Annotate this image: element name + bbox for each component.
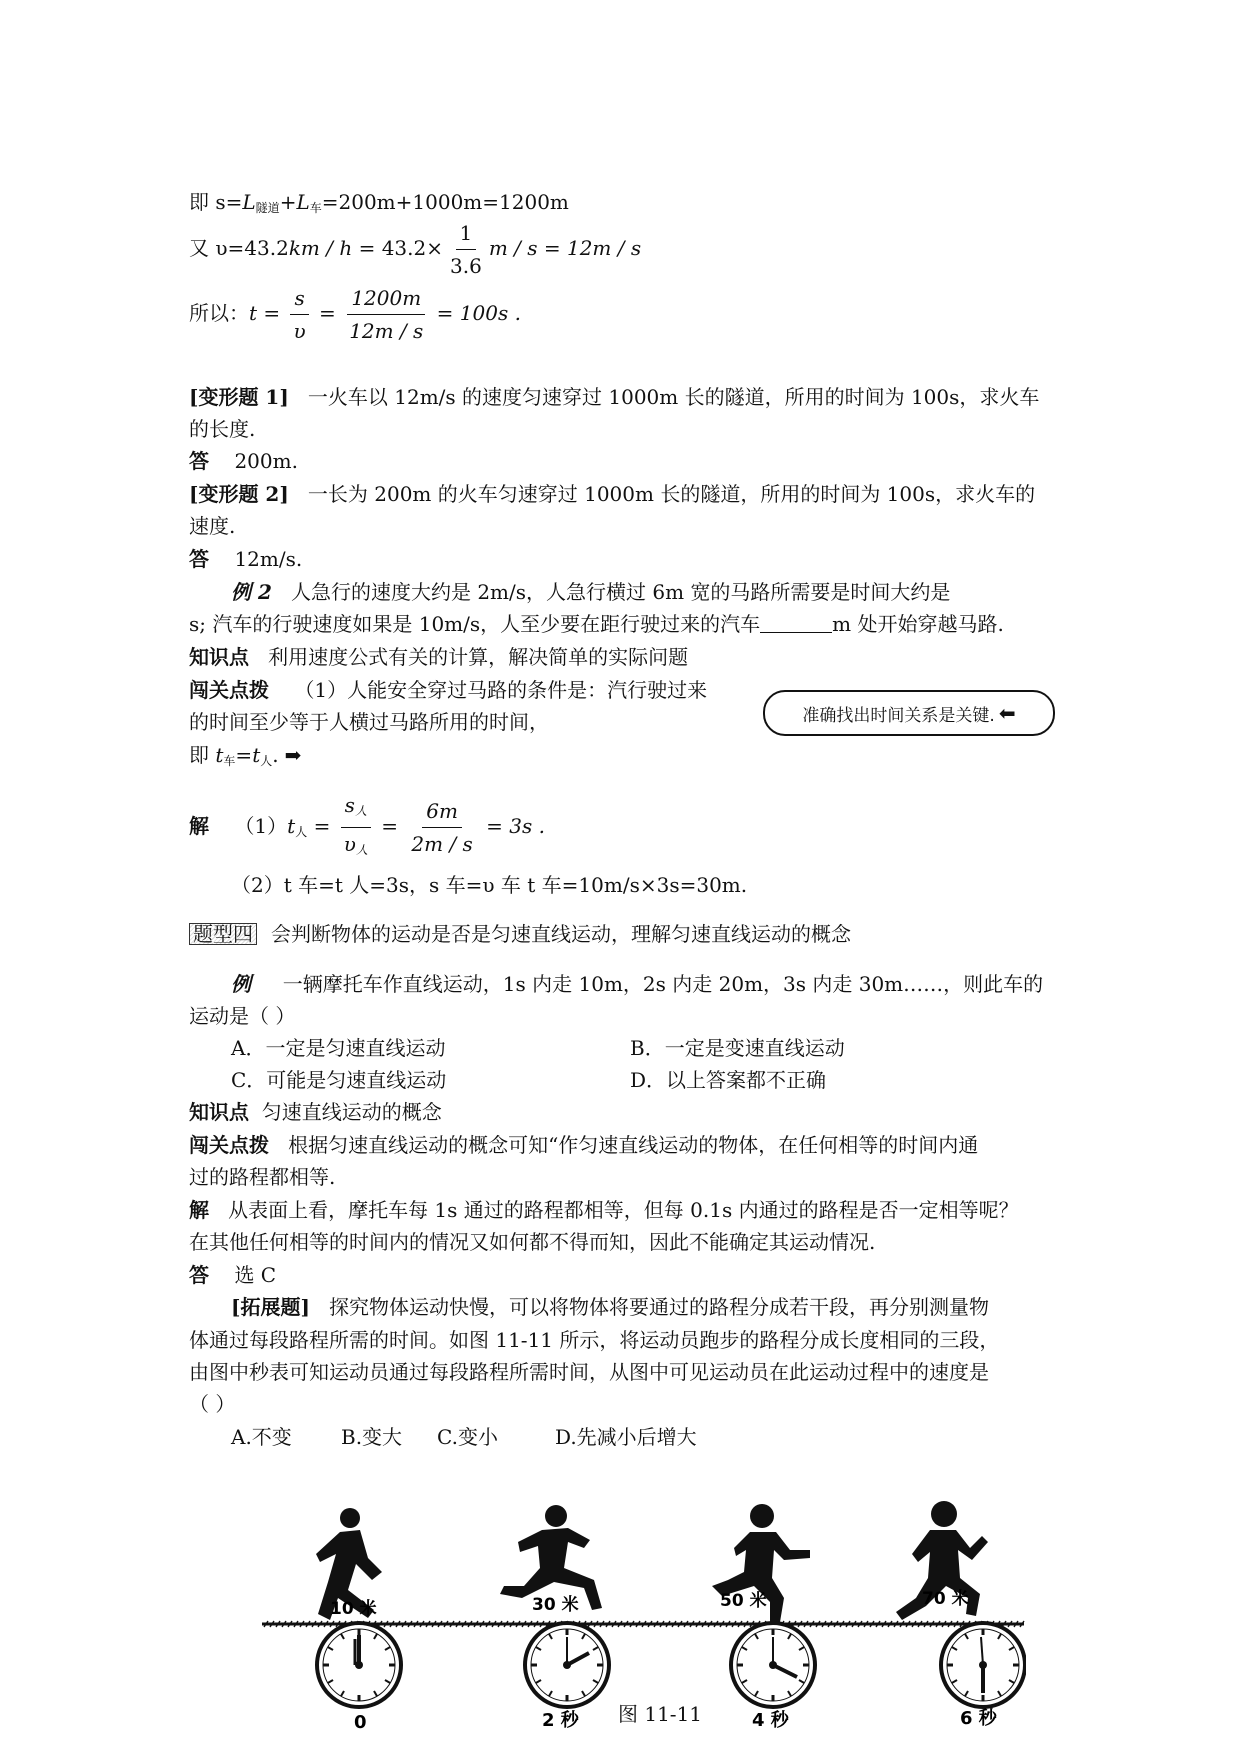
extension-line-c <box>189 1358 989 1386</box>
text: 利用速度公式有关的计算，解决简单的实际问题 <box>268 645 689 669</box>
text: 又 υ=43.2 <box>189 236 289 260</box>
text: . <box>272 743 279 767</box>
example2-line-a <box>231 578 950 606</box>
stopwatch-1-icon <box>317 1623 401 1707</box>
hint-label: 闯关点拨 <box>189 1133 269 1157</box>
var: t <box>287 814 296 838</box>
text: 运动是（ ） <box>189 1004 296 1028</box>
example3-answer <box>189 1261 276 1289</box>
subscript: 隧道 <box>255 201 280 215</box>
time-label-2: 2 秒 <box>542 1710 579 1730</box>
text: m / s = 12m / s <box>488 236 642 260</box>
text: m 处开始穿越马路. <box>832 612 1004 636</box>
example2-solution-1: 解 $(1)t_人$ = $\frac{s_人}{\upsilon_人}$ = $\frac{6m}{2m / s}$ = 3s . <box>189 792 545 863</box>
option-text: D.先减小后增大 <box>555 1425 697 1449</box>
text: + <box>279 190 297 214</box>
extension-line-a <box>231 1293 989 1321</box>
var: υ <box>343 832 356 856</box>
option-text: B.变大 <box>341 1425 403 1449</box>
ext-option-b[interactable] <box>341 1423 402 1451</box>
arrow-left-icon: ⬅ <box>998 701 1016 725</box>
answer-blank[interactable] <box>760 612 832 633</box>
text: （ ） <box>189 1392 236 1416</box>
knowledge-label: 知识点 <box>189 645 249 669</box>
example-label: 例 <box>231 972 251 996</box>
text: 匀速直线运动的概念 <box>261 1100 442 1124</box>
topic-badge: 题型四 <box>189 923 257 945</box>
text: 所以： <box>189 301 249 325</box>
text: 体通过每段路程所需的时间。如图 11-11 所示，将运动员跑步的路程分成长度相同的三段， <box>189 1328 1000 1352</box>
text: s; 汽车的行驶速度如果是 10m/s，人至少要在距行驶过来的汽车 <box>189 612 761 636</box>
denominator: υ <box>293 319 306 343</box>
option-text: A.不变 <box>231 1425 292 1449</box>
example3-line-b <box>189 1002 295 1030</box>
distance-label-3: 50 米 <box>720 1591 767 1611</box>
denominator <box>340 828 372 863</box>
text: 速度. <box>189 514 236 538</box>
text: 根据匀速直线运动的概念可知“作匀速直线运动的物体，在任何相等的时间内通 <box>288 1133 979 1157</box>
text: 人急行的速度大约是 2m/s，人急行横过 6m 宽的马路所需要是时间大约是 <box>290 580 951 604</box>
calc-line-1 <box>189 188 569 222</box>
text: 即 <box>189 743 216 767</box>
extension-line-d <box>189 1390 235 1418</box>
answer-text: 200m. <box>234 449 298 473</box>
time-label-4: 6 秒 <box>960 1708 997 1729</box>
text: 的时间至少等于人横过马路所用的时间， <box>189 710 549 734</box>
option-b[interactable] <box>630 1034 845 1062</box>
denominator: 3.6 <box>450 254 482 278</box>
example3-knowledge <box>189 1098 442 1126</box>
callout-text: 准确找出时间关系是关键. <box>802 705 995 726</box>
var: L <box>242 190 256 214</box>
ext-option-d[interactable] <box>555 1423 697 1451</box>
denominator: 12m / s <box>349 319 424 343</box>
distance-label-1: 10 米 <box>330 1599 377 1619</box>
ext-option-a[interactable] <box>231 1423 292 1451</box>
answer-label: 答 <box>189 1263 209 1287</box>
text: 一辆摩托车作直线运动，1s 内走 10m，2s 内走 20m，3s 内走 30m……，则此车的 <box>282 972 1044 996</box>
example2-hint-b <box>189 708 549 736</box>
example2-solution-2 <box>231 871 747 899</box>
numerator: 6m <box>422 798 462 828</box>
example3-solution-b <box>189 1228 875 1256</box>
variant1-line-b <box>189 415 255 443</box>
solution-label: 解 <box>189 814 209 838</box>
variant-label: [变形题 1] <box>189 385 289 409</box>
fraction <box>407 798 476 857</box>
figure-caption: 图 11-11 <box>618 1702 703 1726</box>
text: 探究物体运动快慢，可以将物体将要通过的路程分成若干段，再分别测量物 <box>329 1295 990 1319</box>
subscript: 人 <box>355 843 368 857</box>
time-label-3: 4 秒 <box>752 1710 789 1730</box>
example3-line-a <box>231 970 1043 998</box>
answer-text: 选 C <box>234 1263 277 1287</box>
text: （1）人能安全穿过马路的条件是：汽行驶过来 <box>294 678 708 702</box>
text: = 43.2× <box>352 236 443 260</box>
subscript: 人 <box>354 804 367 818</box>
hint-label: 闯关点拨 <box>189 678 269 702</box>
variant2-line-b <box>189 512 235 540</box>
text: = <box>235 743 253 767</box>
option-d[interactable] <box>630 1066 826 1094</box>
numerator <box>341 792 371 828</box>
distance-label-4: 70 米 <box>922 1589 969 1609</box>
example3-hint-b <box>189 1163 335 1191</box>
option-text: C．可能是匀速直线运动 <box>231 1068 447 1092</box>
text: 一火车以 12m/s 的速度匀速穿过 1000m 长的隧道，所用的时间为 100s，求火车 <box>307 385 1040 409</box>
example3-solution-a <box>189 1196 1019 1224</box>
stopwatch-3-icon <box>731 1623 815 1707</box>
var: t <box>252 743 261 767</box>
option-a[interactable] <box>231 1034 445 1062</box>
callout-bubble <box>763 690 1055 736</box>
calc-line-2 <box>189 220 641 279</box>
subscript: 人 <box>260 754 273 768</box>
var: t <box>249 301 258 325</box>
runner-figure <box>256 1470 1026 1730</box>
example2-hint-c <box>189 741 301 775</box>
subscript: 车 <box>223 754 236 768</box>
text: 从表面上看，摩托车每 1s 通过的路程都相等，但每 0.1s 内通过的路程是否一定相等呢？ <box>228 1198 1019 1222</box>
numerator: s <box>290 285 308 315</box>
text: = 100s . <box>430 301 521 325</box>
numerator: 1200m <box>347 285 425 315</box>
knowledge-label: 知识点 <box>189 1100 249 1124</box>
text: 由图中秒表可知运动员通过每段路程所需时间，从图中可见运动员在此运动过程中的速度是 <box>189 1360 989 1384</box>
variant2-answer <box>189 545 302 573</box>
extension-line-b <box>189 1326 999 1354</box>
fraction <box>345 285 427 344</box>
fraction <box>446 220 486 279</box>
calc-line-3: 所以：t = $\frac{s}{\upsilon}$ = $\frac{1200m}{12m / s}$ = 100s . <box>189 286 521 343</box>
option-text: D．以上答案都不正确 <box>630 1068 827 1092</box>
solution-label: 解 <box>189 1198 209 1222</box>
var: L <box>296 190 310 214</box>
topic4-heading <box>189 920 851 948</box>
text: = 3s . <box>479 814 545 838</box>
var: t <box>215 743 224 767</box>
text: =200m+1000m=1200m <box>321 190 569 214</box>
unit: km / h <box>288 236 353 260</box>
text: 过的路程都相等. <box>189 1165 336 1189</box>
subscript: 人 <box>295 825 308 839</box>
topic-title: 会判断物体的运动是否是匀速直线运动，理解匀速直线运动的概念 <box>271 922 851 946</box>
text: = <box>257 301 287 325</box>
answer-text: 12m/s. <box>234 547 303 571</box>
example2-line-b <box>189 610 1004 638</box>
distance-label-2: 30 米 <box>532 1595 579 1615</box>
fraction <box>290 285 310 344</box>
var: s <box>344 793 355 817</box>
example2-hint-a <box>189 676 707 704</box>
ext-option-c[interactable] <box>437 1423 498 1451</box>
variant1-answer <box>189 447 298 475</box>
option-text: C.变小 <box>437 1425 498 1449</box>
variant1-line-a <box>189 383 1039 411</box>
stopwatch-2-icon <box>525 1623 609 1707</box>
option-c[interactable] <box>231 1066 446 1094</box>
option-text: A．一定是匀速直线运动 <box>231 1036 446 1060</box>
stopwatch-4-icon <box>941 1623 1025 1707</box>
subscript: 车 <box>309 201 322 215</box>
option-text: B．一定是变速直线运动 <box>630 1036 845 1060</box>
variant-label: [变形题 2] <box>189 482 289 506</box>
answer-label: 答 <box>189 449 209 473</box>
example2-knowledge <box>189 643 688 671</box>
answer-label: 答 <box>189 547 209 571</box>
fraction <box>340 792 372 863</box>
extension-label: [拓展题] <box>231 1295 310 1319</box>
arrow-right-icon: ➡ <box>284 743 302 767</box>
text: 在其他任何相等的时间内的情况又如何都不得而知，因此不能确定其运动情况. <box>189 1230 876 1254</box>
text: 一长为 200m 的火车匀速穿过 1000m 长的隧道，所用的时间为 100s，求火车的 <box>307 482 1036 506</box>
text: 即 s= <box>189 190 243 214</box>
time-label-1: 0 <box>354 1712 367 1730</box>
variant2-line-a <box>189 480 1035 508</box>
denominator: 2m / s <box>411 832 473 856</box>
numerator: 1 <box>456 220 477 250</box>
text: （2）t 车=t 人=3s，s 车=υ 车 t 车=10m/s×3s=30m. <box>231 873 748 897</box>
example3-hint-a <box>189 1131 978 1159</box>
example-label: 例 2 <box>231 580 272 604</box>
text: （1） <box>234 814 288 838</box>
text: 的长度. <box>189 417 256 441</box>
